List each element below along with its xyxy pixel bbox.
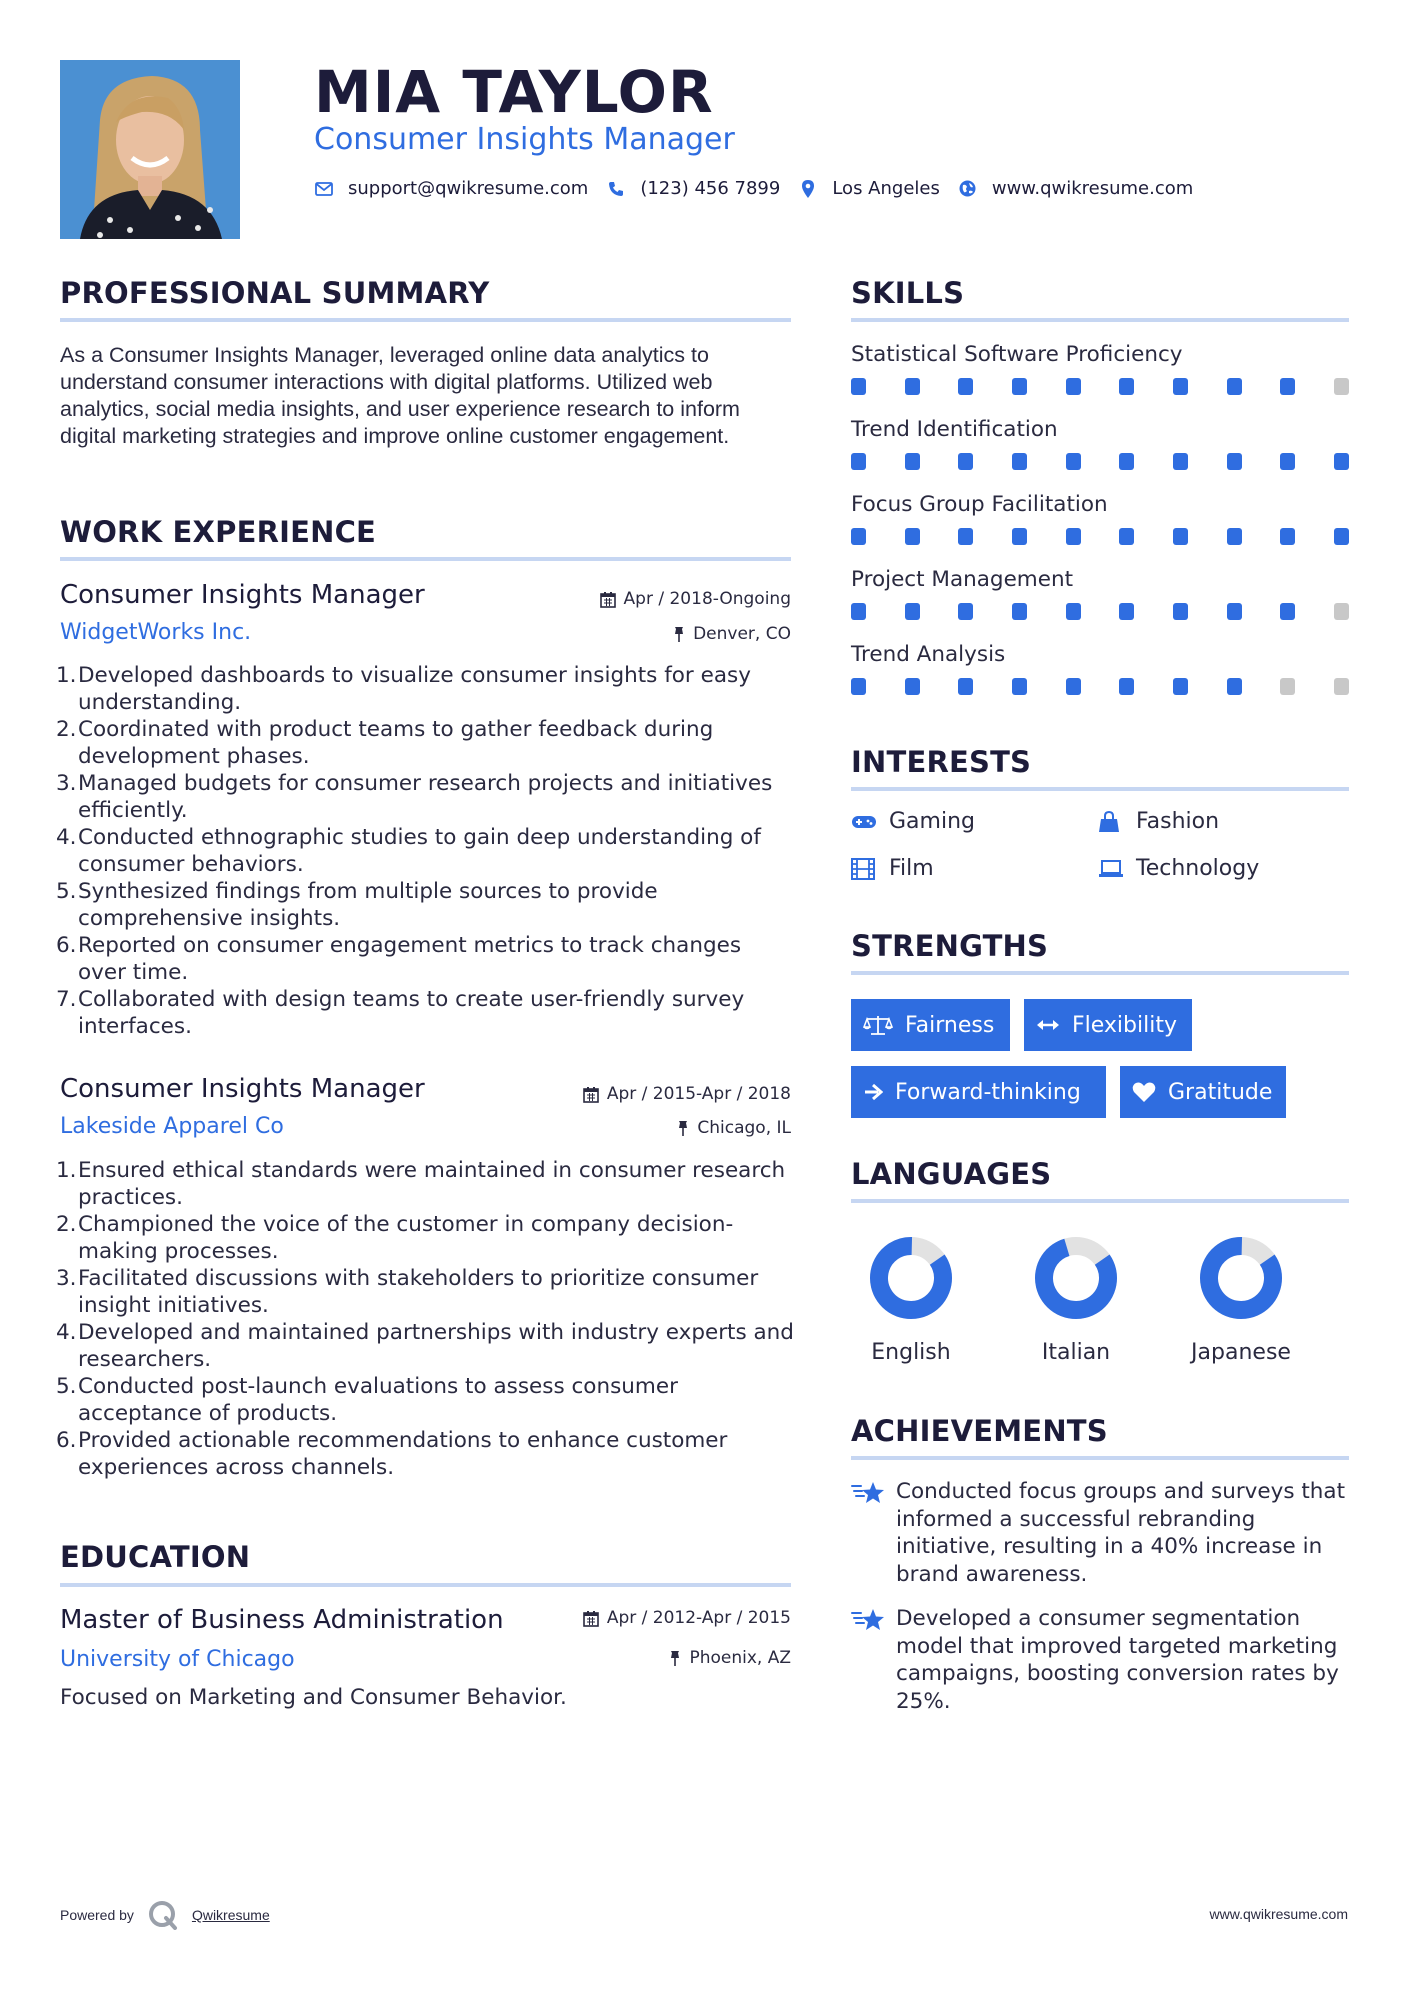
company-name: Lakeside Apparel Co [60, 1114, 284, 1139]
rating-dot-filled [1227, 378, 1242, 395]
job-dates [583, 1084, 791, 1104]
list-item: 3. Facilitated discussions with stakeholders to prioritize consumer insight initiatives. [56, 1266, 759, 1318]
skill-name: Statistical Software Proficiency [851, 342, 1183, 367]
work-rule [60, 557, 791, 561]
rating-dot-filled [1012, 603, 1027, 620]
school-name: University of Chicago [60, 1647, 295, 1672]
list-item: 5. Synthesized findings from multiple sources to provide comprehensive insights. [56, 879, 658, 931]
interest-label: Technology [1136, 856, 1260, 881]
rating-dot-filled [1119, 603, 1134, 620]
summary-text: As a Consumer Insights Manager, leveraged online data analytics to understand consumer interactions with digital platforms. Utilized web analytics, social media insights, and user experience research to inform digital marketing strategies and improve online customer engagement. [60, 343, 740, 448]
rating-dot-filled [1227, 603, 1242, 620]
globe-icon [958, 179, 978, 199]
rating-dot-filled [1173, 603, 1188, 620]
envelope-icon [314, 179, 334, 199]
strength-label: Flexibility [1072, 1012, 1177, 1038]
degree-title: Master of Business Administration [60, 1605, 504, 1635]
list-item: 4. Conducted ethnographic studies to gain deep understanding of consumer behaviors. [56, 825, 761, 877]
education-dates-text: Apr / 2012-Apr / 2015 [606, 1608, 791, 1628]
rating-dot-filled [905, 378, 920, 395]
rating-dot-filled [1066, 453, 1081, 470]
interest-label: Gaming [889, 809, 975, 834]
rating-dot-filled [958, 678, 973, 695]
rating-dot-filled [851, 528, 866, 545]
rating-dot-filled [1173, 378, 1188, 395]
strength-badge [851, 1066, 1106, 1118]
arrow-right-icon [863, 1083, 883, 1101]
strength-badge [1120, 1066, 1286, 1118]
interests-heading: INTERESTS [851, 745, 1032, 779]
rating-dot-filled [1280, 378, 1295, 395]
list-item: 5. Conducted post-launch evaluations to assess consumer acceptance of products. [56, 1374, 678, 1426]
skill-name: Focus Group Facilitation [851, 492, 1108, 517]
summary-rule [60, 318, 791, 322]
footer-url[interactable]: www.qwikresume.com [1209, 1906, 1348, 1922]
job-title: Consumer Insights Manager [60, 580, 425, 610]
strength-label: Forward-thinking [895, 1079, 1081, 1105]
list-item: 6. Reported on consumer engagement metrics to track changes over time. [56, 933, 742, 985]
rating-dot-filled [1280, 603, 1295, 620]
rating-dot-filled [851, 603, 866, 620]
list-item: 2. Coordinated with product teams to gather feedback during development phases. [56, 717, 714, 769]
qwikresume-logo-icon [148, 1900, 178, 1930]
rating-dot-filled [958, 378, 973, 395]
job-location-text: Denver, CO [693, 624, 791, 644]
language-name: Japanese [1191, 1340, 1291, 1365]
interest-label: Fashion [1136, 809, 1220, 834]
powered-by-text: Powered by [60, 1907, 134, 1923]
location-text: Los Angeles [832, 178, 940, 199]
job-location [673, 624, 791, 644]
skill-rating [851, 528, 1349, 546]
rating-dot-filled [905, 603, 920, 620]
strength-badge [1024, 999, 1192, 1051]
list-item: 7. Collaborated with design teams to create user-friendly survey interfaces. [56, 987, 745, 1039]
achievement-item [851, 1605, 1351, 1715]
rating-dot-filled [1012, 678, 1027, 695]
job-dates-text: Apr / 2018-Ongoing [623, 589, 791, 609]
interest-item [1098, 856, 1259, 881]
heart-icon [1132, 1081, 1156, 1103]
candidate-title: Consumer Insights Manager [314, 122, 735, 157]
rating-dot-filled [1119, 528, 1134, 545]
rating-dot-filled [1066, 678, 1081, 695]
calendar-icon [583, 1610, 599, 1627]
pushpin-icon [669, 1650, 681, 1667]
language-ring [1033, 1235, 1119, 1321]
film-icon [851, 858, 877, 880]
arrows-h-icon [1036, 1018, 1060, 1032]
language-name: Italian [1041, 1340, 1111, 1365]
skill-rating [851, 678, 1349, 696]
language-ring [868, 1235, 954, 1321]
list-item: 6. Provided actionable recommendations to enhance customer experiences across channels. [56, 1428, 728, 1480]
laptop-icon [1098, 858, 1124, 880]
education-dates [583, 1608, 791, 1628]
rating-dot-filled [1012, 528, 1027, 545]
contact-location [798, 178, 940, 199]
rating-dot-filled [1173, 453, 1188, 470]
rating-dot-filled [1334, 528, 1349, 545]
profile-photo [60, 60, 240, 239]
strength-label: Fairness [905, 1012, 995, 1038]
qwikresume-link[interactable]: Qwikresume [191, 1907, 270, 1923]
footer-powered-by [60, 1900, 270, 1930]
strengths-rule [851, 971, 1349, 975]
list-item: 3. Managed budgets for consumer research projects and initiatives efficiently. [56, 771, 773, 823]
rating-dot-filled [1227, 528, 1242, 545]
interest-item [851, 809, 975, 834]
balance-scale-icon [863, 1014, 893, 1036]
contact-email[interactable] [314, 178, 588, 199]
list-item: 2. Championed the voice of the customer in company decision-making processes. [56, 1212, 734, 1264]
company-name: WidgetWorks Inc. [60, 620, 252, 645]
shopping-bag-icon [1098, 811, 1124, 833]
pushpin-icon [673, 626, 685, 643]
skill-name: Trend Analysis [851, 642, 1006, 667]
rating-dot-filled [1119, 453, 1134, 470]
job-location [677, 1118, 791, 1138]
skill-rating [851, 378, 1349, 396]
rating-dot-empty [1334, 378, 1349, 395]
education-heading: EDUCATION [60, 1540, 251, 1574]
rating-dot-filled [1066, 378, 1081, 395]
rating-dot-filled [905, 678, 920, 695]
education-description: Focused on Marketing and Consumer Behavior. [60, 1685, 567, 1710]
strength-label: Gratitude [1168, 1079, 1273, 1105]
email-text: support@qwikresume.com [348, 178, 589, 199]
interest-item [851, 856, 934, 881]
language-ring-fill [1198, 1235, 1284, 1321]
skill-rating [851, 603, 1349, 621]
rating-dot-filled [1066, 528, 1081, 545]
languages-rule [851, 1199, 1349, 1203]
contact-website[interactable] [958, 178, 1193, 199]
gamepad-icon [851, 811, 877, 833]
rating-dot-empty [1334, 603, 1349, 620]
interest-item [1098, 809, 1219, 834]
rating-dot-filled [1334, 453, 1349, 470]
pushpin-icon [677, 1120, 689, 1137]
skill-name: Project Management [851, 567, 1074, 592]
shooting-star-icon [851, 1607, 885, 1638]
job-location-text: Chicago, IL [697, 1118, 791, 1138]
rating-dot-filled [1280, 528, 1295, 545]
language-ring [1198, 1235, 1284, 1321]
achievement-item [851, 1478, 1351, 1588]
list-item: 1. Developed dashboards to visualize consumer insights for easy understanding. [56, 663, 751, 715]
list-item: 4. Developed and maintained partnerships with industry experts and researchers. [56, 1320, 794, 1372]
interest-label: Film [889, 856, 934, 881]
achievement-text: Conducted focus groups and surveys that informed a successful rebranding initiative, resulting in a 40% increase in brand awareness. [896, 1479, 1346, 1587]
rating-dot-filled [958, 453, 973, 470]
rating-dot-filled [851, 453, 866, 470]
languages-heading: LANGUAGES [851, 1157, 1052, 1191]
rating-dot-filled [1173, 678, 1188, 695]
interests-rule [851, 787, 1349, 791]
achievements-heading: ACHIEVEMENTS [851, 1414, 1108, 1448]
calendar-icon [583, 1086, 599, 1103]
rating-dot-filled [1066, 603, 1081, 620]
rating-dot-filled [1119, 378, 1134, 395]
rating-dot-filled [1012, 378, 1027, 395]
rating-dot-filled [1119, 678, 1134, 695]
job-bullets [56, 1157, 795, 1481]
education-location [669, 1648, 791, 1668]
rating-dot-filled [1227, 453, 1242, 470]
rating-dot-filled [905, 528, 920, 545]
candidate-name: MIA TAYLOR [314, 58, 714, 126]
skill-name: Trend Identification [851, 417, 1058, 442]
phone-text: (123) 456 7899 [640, 178, 781, 199]
job-bullets [56, 662, 795, 1040]
strengths-heading: STRENGTHS [851, 929, 1049, 963]
skills-heading: SKILLS [851, 276, 965, 310]
achievements-rule [851, 1456, 1349, 1460]
rating-dot-filled [1173, 528, 1188, 545]
language-ring-fill [868, 1235, 954, 1321]
job-dates-text: Apr / 2015-Apr / 2018 [606, 1084, 791, 1104]
job-title: Consumer Insights Manager [60, 1074, 425, 1104]
shooting-star-icon [851, 1480, 885, 1511]
skill-rating [851, 453, 1349, 471]
phone-icon [606, 179, 626, 199]
work-heading: WORK EXPERIENCE [60, 515, 377, 549]
website-text: www.qwikresume.com [991, 178, 1194, 199]
rating-dot-filled [851, 378, 866, 395]
skills-rule [851, 318, 1349, 322]
rating-dot-filled [1012, 453, 1027, 470]
list-item: 1. Ensured ethical standards were maintained in consumer research practices. [56, 1158, 786, 1210]
rating-dot-filled [1280, 453, 1295, 470]
rating-dot-filled [851, 678, 866, 695]
contact-bar [314, 178, 1211, 199]
rating-dot-filled [905, 453, 920, 470]
map-marker-icon [798, 179, 818, 199]
rating-dot-empty [1280, 678, 1295, 695]
contact-phone[interactable] [606, 178, 780, 199]
education-location-text: Phoenix, AZ [689, 1648, 791, 1668]
rating-dot-filled [1227, 678, 1242, 695]
summary-heading: PROFESSIONAL SUMMARY [60, 276, 490, 310]
rating-dot-filled [958, 603, 973, 620]
strength-badge [851, 999, 1010, 1051]
calendar-icon [600, 591, 616, 608]
language-name: English [871, 1340, 951, 1365]
education-rule [60, 1583, 791, 1587]
achievement-text: Developed a consumer segmentation model that improved targeted marketing campaigns, boosting conversion rates by 25%. [896, 1606, 1339, 1714]
job-dates [600, 589, 791, 609]
rating-dot-empty [1334, 678, 1349, 695]
rating-dot-filled [958, 528, 973, 545]
